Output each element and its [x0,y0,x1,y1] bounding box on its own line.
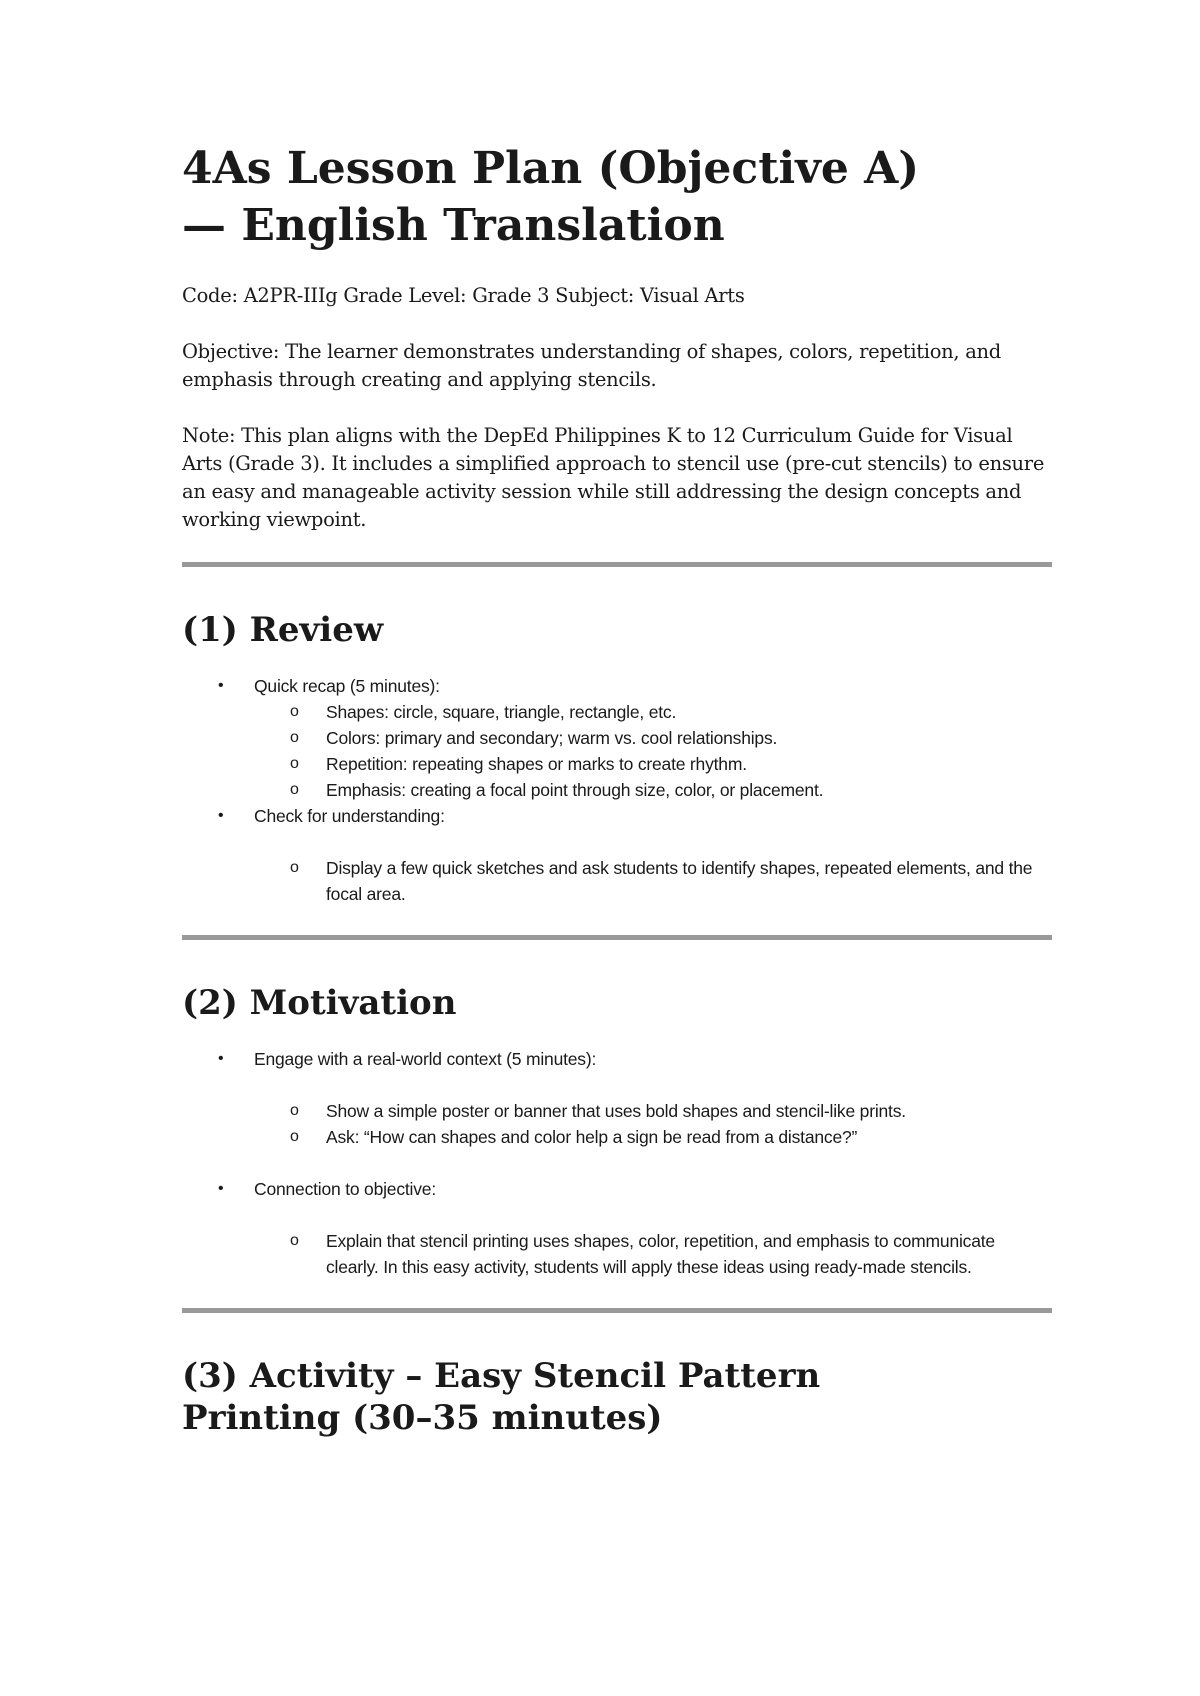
note-paragraph: Note: This plan aligns with the DepEd Philippines K to 12 Curriculum Guide for Visual Arts (Grade 3). It includes a simplified approach to stencil use (pre-cut stencils) to ensure an easy and manageable activity session while still addressing the design concepts and working viewpoint. [182,424,1045,531]
section-divider [182,935,1052,940]
list-item: o Repetition: repeating shapes or marks to create rhythm. [254,751,1052,777]
list-item: o Colors: primary and secondary; warm vs. cool relationships. [254,725,1052,751]
lesson-meta: Code: A2PR-IIIg Grade Level: Grade 3 Subject: Visual Arts [182,284,745,307]
sub-bullet-icon: o [290,729,299,746]
activity-heading-line-2: Printing (30–35 minutes) [182,1398,663,1438]
engage-sublist [254,1098,1052,1150]
connection-label: Connection to objective: [254,1179,436,1199]
review-list [182,673,1052,907]
bullet-icon: • [218,1050,224,1067]
section-divider [182,1308,1052,1313]
list-item: o Ask: “How can shapes and color help a sign be read from a distance?” [254,1124,1052,1150]
sub-bullet-icon: o [290,703,299,720]
list-item: o Shapes: circle, square, triangle, rectangle, etc. [254,699,1052,725]
activity-heading [182,1355,1052,1439]
review-heading: (1) Review [182,610,384,650]
title-line-1: 4As Lesson Plan (Objective A) [182,143,920,194]
list-item [182,673,1052,803]
recap-sublist [254,699,1052,803]
list-item: o Explain that stencil printing uses shapes, color, repetition, and emphasis to communicate clearly. In this easy activity, students will apply these ideas using ready-made stencils. [254,1228,1052,1280]
check-label: Check for understanding: [254,806,445,826]
engage-label: Engage with a real-world context (5 minutes): [254,1049,597,1069]
sub-bullet-icon: o [290,1128,299,1145]
list-item [182,1046,1052,1150]
bullet-icon: • [218,807,224,824]
list-item [182,1176,1052,1280]
sub-bullet-icon: o [290,781,299,798]
sub-bullet-icon: o [290,859,299,876]
section-divider [182,562,1052,567]
title-line-2: — English Translation [182,200,725,251]
connection-sublist [254,1228,1052,1280]
motivation-list [182,1046,1052,1280]
bullet-icon: • [218,677,224,694]
bullet-icon: • [218,1180,224,1197]
sub-bullet-icon: o [290,1102,299,1119]
list-item: o Emphasis: creating a focal point through size, color, or placement. [254,777,1052,803]
sub-bullet-icon: o [290,1232,299,1249]
check-sublist [254,855,1052,907]
sub-bullet-icon: o [290,755,299,772]
list-item [182,803,1052,907]
document-body [182,140,1052,1439]
list-item: o Show a simple poster or banner that uses bold shapes and stencil-like prints. [254,1098,1052,1124]
page-title [182,140,1052,254]
motivation-heading: (2) Motivation [182,983,457,1023]
objective-paragraph: Objective: The learner demonstrates understanding of shapes, colors, repetition, and emphasis through creating and applying stencils. [182,340,1001,391]
recap-label: Quick recap (5 minutes): [254,676,440,696]
activity-heading-line-1: (3) Activity – Easy Stencil Pattern [182,1356,821,1396]
list-item: o Display a few quick sketches and ask students to identify shapes, repeated elements, and the focal area. [254,855,1052,907]
